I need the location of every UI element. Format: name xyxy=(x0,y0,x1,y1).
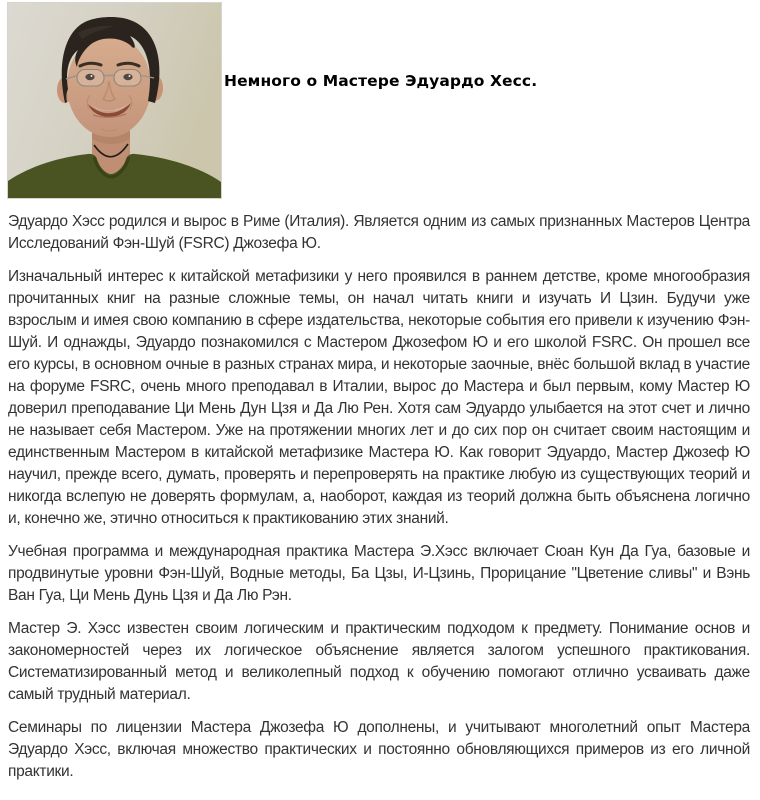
portrait-photo xyxy=(8,3,221,198)
paragraph-seminars: Семинары по лицензии Мастера Джозефа Ю дополнены, и учитывают многолетний опыт Мастера Эдуардо Хэсс, включая множество практических и постоянно обновляющихся примеров из его личной практики. xyxy=(8,719,750,780)
paragraph-approach: Мастер Э. Хэсс известен своим логическим и практическим подходом к предмету. Понимание основ и закономерностей через их логическое объяснение является залогом успешного практикования. Систематизированный метод и великолепный подход к обучению помогают отлично усваивать даже самый трудный материал. xyxy=(8,620,750,703)
paragraph-curriculum: Учебная программа и международная практика Мастера Э.Хэсс включает Сюан Кун Да Гуа, базовые и продвинутые уровни Фэн-Шуй, Водные методы, Ба Цзы, И-Цзинь, Прорицание "Цветение сливы" и Вэнь Ван Гуа, Ци Мень Дунь Цзя и Да Лю Рэн. xyxy=(8,543,750,604)
page-title: Немного о Мастере Эдуардо Хесс. xyxy=(224,72,538,90)
portrait-photo-illustration xyxy=(8,3,221,198)
article-header xyxy=(0,0,760,198)
paragraph-biography: Изначальный интерес к китайской метафизики у него проявился в раннем детстве, кроме многообразия прочитанных книг на разные сложные темы, он начал читать книги и изучать И Цзин. Будучи уже взрослым и имея свою компанию в сфере издательства, некоторые события его привели к изучению Фэн-Шуй. И однажды, Эдуардо познакомился с Мастером Джозефом Ю и его школой FSRC. Он прошел все его курсы, в основном очные в разных странах мира, и некоторые заочные, внёс большой вклад в участие на форуме FSRC, очень много преподавал в Италии, вырос до Мастера и был первым, кому Мастер Ю доверил преподавание Ци Мень Дун Цзя и Да Лю Рен. Хотя сам Эдуардо улыбается на этот счет и лично не называет себя Мастером. Уже на протяжении многих лет и до сих пор он считает своим настоящим и единственным Мастером в китайской метафизике Мастера Ю. Как говорит Эдуардо, Мастер Джозеф Ю научил, прежде всего, думать, проверять и перепроверять на практике любую из существующих теорий и никогда вслепую не доверять формулам, а, наоборот, каждая из теорий должна быть объяснена логично и, конечно же, этично относиться к практикованию этих знаний. xyxy=(8,268,750,527)
paragraph-intro: Эдуардо Хэсс родился и вырос в Риме (Италия). Является одним из самых признанных Мастеров Центра Исследований Фэн-Шуй (FSRC) Джозефа Ю. xyxy=(8,213,750,252)
article-body xyxy=(0,198,760,783)
